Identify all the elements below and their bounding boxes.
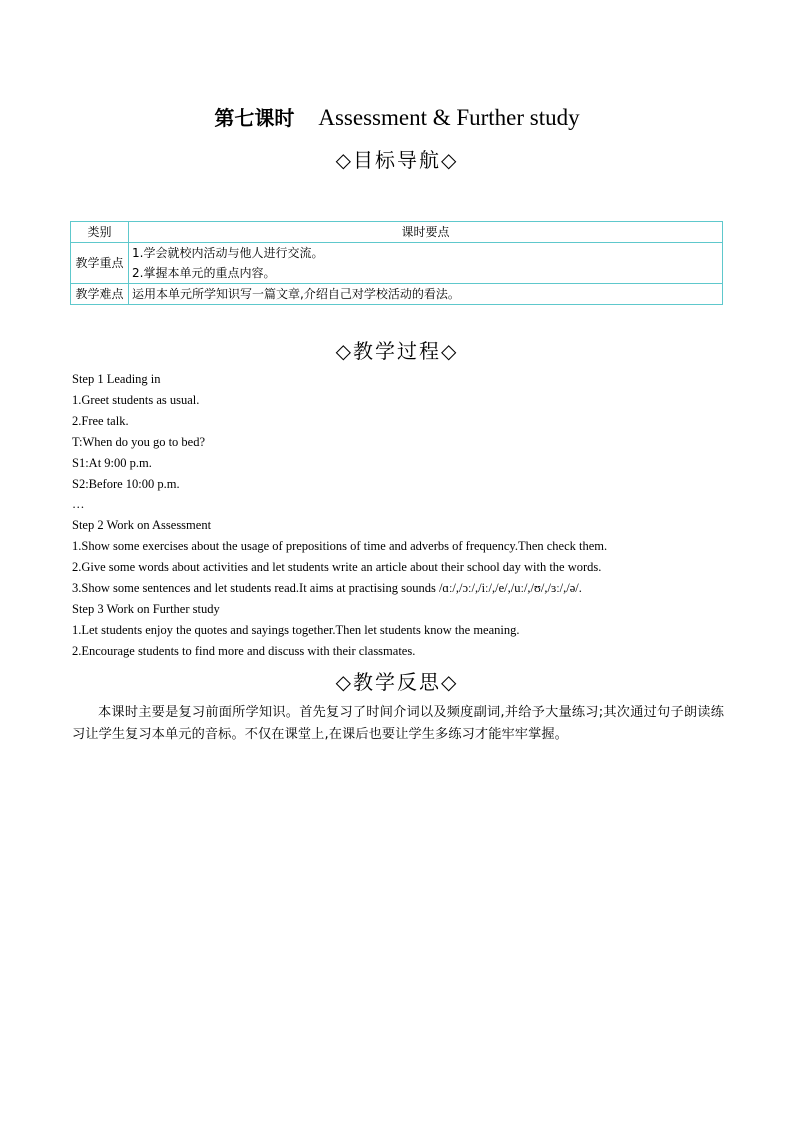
process-line: 1.Show some exercises about the usage of prepositions of time and adverbs of frequency.Then check them.: [72, 539, 608, 554]
process-line: Step 1 Leading in: [72, 372, 161, 386]
row-content-key-points: [129, 243, 723, 284]
process-line: T:When do you go to bed?: [72, 434, 206, 449]
row-content-difficult-points: [129, 284, 723, 305]
row-label-key-points: 教学重点: [71, 243, 129, 284]
lesson-points-table: [70, 221, 723, 305]
process-line: 2.Give some words about activities and let students write an article about their school day with the words.: [72, 560, 602, 575]
reflection-paragraph: 本课时主要是复习前面所学知识。首先复习了时间介词以及频度副词,并给予大量练习;其次通过句子朗读练习让学生复习本单元的音标。不仅在课堂上,在课后也要让学生多练习才能牢牢掌握。: [72, 705, 724, 742]
table-header-row: [71, 222, 723, 243]
teaching-process: [72, 369, 732, 662]
process-line: Step 2 Work on Assessment: [72, 518, 212, 533]
process-line: S1:At 9:00 p.m.: [72, 455, 152, 470]
process-line: 3.Show some sentences and let students read.It aims at practising sounds /ɑː/,/ɔː/,/iː/,/e/,/uː/,/ʊ/,/ɜː/,/ə/.: [72, 581, 582, 596]
process-line: 1.Greet students as usual.: [72, 392, 200, 407]
lesson-number: 第七课时: [214, 106, 295, 130]
process-line: S2:Before 10:00 p.m.: [72, 476, 180, 491]
key-point-line: 1.学会就校内活动与他人进行交流。: [132, 246, 324, 260]
section-heading-goals: ◇目标导航◇: [335, 148, 459, 172]
difficult-point-line: 运用本单元所学知识写一篇文章,介绍自己对学校活动的看法。: [132, 287, 460, 301]
key-point-line: 2.掌握本单元的重点内容。: [132, 266, 276, 280]
column-header-category: 类别: [71, 222, 129, 243]
process-line: Step 3 Work on Further study: [72, 601, 220, 616]
table-row: [71, 243, 723, 284]
column-header-points: 课时要点: [129, 222, 723, 243]
process-line: 2.Encourage students to find more and discuss with their classmates.: [72, 643, 416, 658]
section-heading-process: ◇教学过程◇: [335, 339, 459, 363]
process-line: …: [72, 497, 85, 512]
lesson-title: Assessment & Further study: [318, 105, 580, 130]
table-row: [71, 284, 723, 305]
section-heading-reflection: ◇教学反思◇: [335, 670, 459, 694]
page-title: [0, 100, 794, 137]
row-label-difficult-points: 教学难点: [71, 284, 129, 305]
process-line: 2.Free talk.: [72, 413, 129, 428]
process-line: 1.Let students enjoy the quotes and sayings together.Then let students know the meaning.: [72, 622, 520, 637]
